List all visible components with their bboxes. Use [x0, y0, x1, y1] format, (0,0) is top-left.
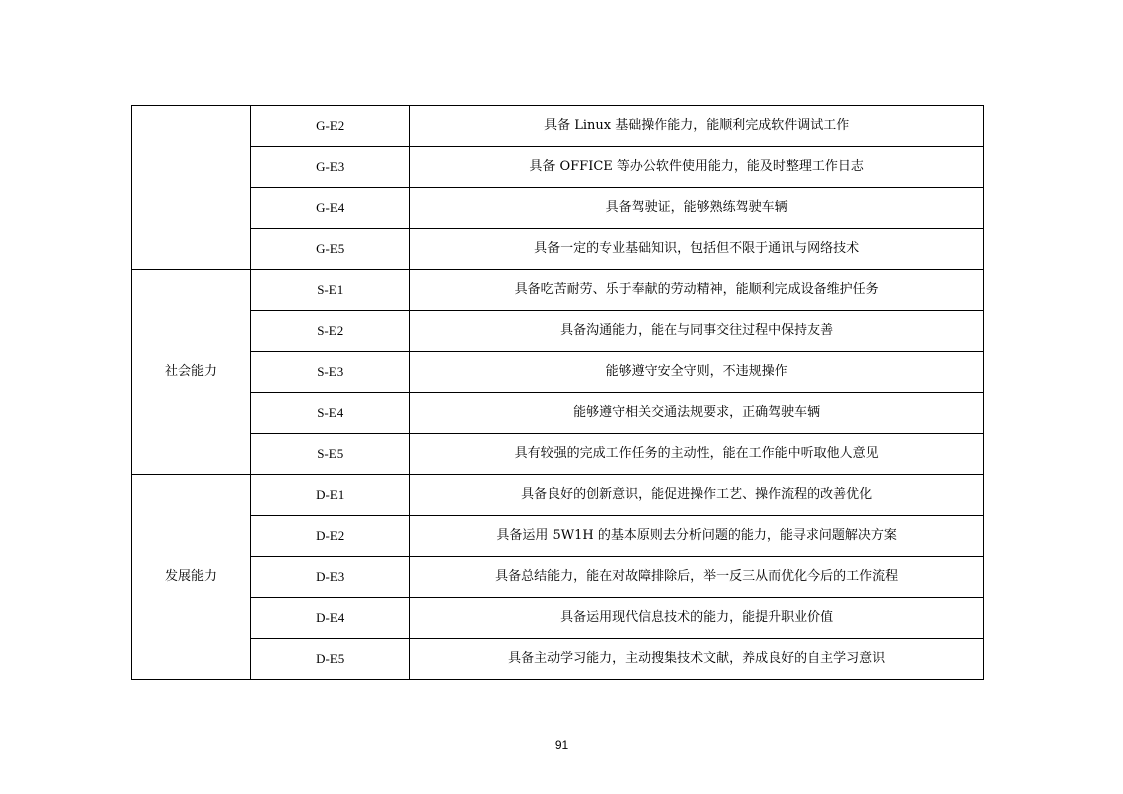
category-cell-social: 社会能力: [132, 270, 251, 475]
table-row: [132, 393, 984, 434]
table-row: [132, 598, 984, 639]
table-row: [132, 639, 984, 680]
ability-description: 能够遵守相关交通法规要求，正确驾驶车辆: [410, 393, 984, 434]
ability-code: S-E2: [251, 311, 410, 352]
ability-code: D-E3: [251, 557, 410, 598]
ability-description: 具备良好的创新意识，能促进操作工艺、操作流程的改善优化: [410, 475, 984, 516]
ability-code: G-E2: [251, 106, 410, 147]
ability-code: D-E1: [251, 475, 410, 516]
table-row: [132, 311, 984, 352]
ability-description: 具备沟通能力，能在与同事交往过程中保持友善: [410, 311, 984, 352]
ability-code: D-E2: [251, 516, 410, 557]
ability-description: 具备 Linux 基础操作能力，能顺利完成软件调试工作: [410, 106, 984, 147]
ability-table: [131, 105, 984, 680]
ability-description: 具有较强的完成工作任务的主动性，能在工作能中听取他人意见: [410, 434, 984, 475]
table-row: [132, 270, 984, 311]
ability-code: G-E3: [251, 147, 410, 188]
ability-description: 能够遵守安全守则，不违规操作: [410, 352, 984, 393]
ability-description: 具备总结能力，能在对故障排除后，举一反三从而优化今后的工作流程: [410, 557, 984, 598]
ability-code: G-E5: [251, 229, 410, 270]
category-cell-development: 发展能力: [132, 475, 251, 680]
ability-code: D-E5: [251, 639, 410, 680]
table-row: [132, 557, 984, 598]
table-row: [132, 188, 984, 229]
ability-code: S-E4: [251, 393, 410, 434]
ability-description: 具备驾驶证，能够熟练驾驶车辆: [410, 188, 984, 229]
table-row: [132, 475, 984, 516]
ability-code: S-E5: [251, 434, 410, 475]
category-cell: [132, 106, 251, 270]
table-row: [132, 106, 984, 147]
ability-code: G-E4: [251, 188, 410, 229]
table-row: [132, 147, 984, 188]
ability-description: 具备 OFFICE 等办公软件使用能力，能及时整理工作日志: [410, 147, 984, 188]
ability-description: 具备一定的专业基础知识，包括但不限于通讯与网络技术: [410, 229, 984, 270]
page-number: 91: [554, 738, 569, 752]
ability-code: S-E3: [251, 352, 410, 393]
ability-description: 具备运用 5W1H 的基本原则去分析问题的能力，能寻求问题解决方案: [410, 516, 984, 557]
ability-description: 具备运用现代信息技术的能力，能提升职业价值: [410, 598, 984, 639]
table-row: [132, 516, 984, 557]
ability-description: 具备主动学习能力，主动搜集技术文献，养成良好的自主学习意识: [410, 639, 984, 680]
ability-description: 具备吃苦耐劳、乐于奉献的劳动精神，能顺利完成设备维护任务: [410, 270, 984, 311]
table-row: [132, 352, 984, 393]
table-row: [132, 434, 984, 475]
ability-code: D-E4: [251, 598, 410, 639]
ability-code: S-E1: [251, 270, 410, 311]
table-row: [132, 229, 984, 270]
